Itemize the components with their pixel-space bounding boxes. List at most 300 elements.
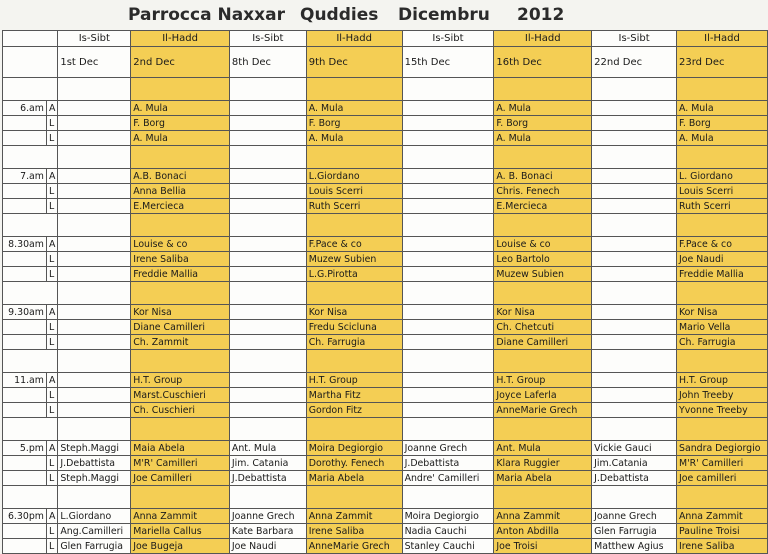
assignee-cell: Dorothy. Fenech [306,456,402,471]
spacer-cell [131,282,230,305]
duty-row [3,456,768,471]
assignee-cell [402,252,494,267]
duty-row [3,169,768,184]
date-cell: 2nd Dec [131,47,230,78]
assignee-cell: A. Mula [131,131,230,146]
duty-row [3,131,768,146]
assignee-cell: Martha Fitz [306,388,402,403]
assignee-cell [592,335,677,350]
assignee-cell: Kor Nisa [677,305,768,320]
time-label: 6.30pm [3,509,47,524]
spacer-cell [677,282,768,305]
assignee-cell: E.Mercieca [131,199,230,214]
assignee-cell [229,305,306,320]
title-year: 2012 [517,5,565,25]
duty-row [3,524,768,539]
assignee-cell: Kate Barbara [229,524,306,539]
date-cell: 22nd Dec [592,47,677,78]
day-name-cell: Il-Hadd [306,31,402,47]
assignee-cell: Glen Farrugia [592,524,677,539]
assignee-cell [58,199,131,214]
assignee-cell: Freddie Mallia [677,267,768,282]
time-label [3,199,47,214]
assignee-cell: Yvonne Treeby [677,403,768,418]
assignee-cell: L.Giordano [306,169,402,184]
assignee-cell: Ruth Scerri [677,199,768,214]
mass-schedule-table [2,30,768,554]
duty-row [3,388,768,403]
spacer-cell [131,350,230,373]
role-label: A [46,509,57,524]
assignee-cell [58,101,131,116]
assignee-cell: F. Borg [494,116,592,131]
spacer-cell [131,214,230,237]
role-label: L [46,131,57,146]
spacer-cell [402,418,494,441]
assignee-cell: Joe Naudi [229,539,306,554]
assignee-cell: Klara Ruggier [494,456,592,471]
duty-row [3,252,768,267]
assignee-cell: J.Debattista [402,456,494,471]
assignee-cell: Joe Naudi [677,252,768,267]
assignee-cell: Anna Zammit [677,509,768,524]
assignee-cell: Andre' Camilleri [402,471,494,486]
time-label: 7.am [3,169,47,184]
spacer-cell [58,146,131,169]
assignee-cell: F. Borg [306,116,402,131]
assignee-cell [592,116,677,131]
role-label: L [46,539,57,554]
assignee-cell: Gordon Fitz [306,403,402,418]
assignee-cell [229,237,306,252]
assignee-cell: Steph.Maggi [58,471,131,486]
duty-row [3,403,768,418]
assignee-cell: Louise & co [131,237,230,252]
assignee-cell [58,131,131,146]
spacer-cell [131,486,230,509]
duty-row [3,509,768,524]
assignee-cell: F.Pace & co [306,237,402,252]
assignee-cell: Matthew Agius [592,539,677,554]
assignee-cell [592,267,677,282]
day-name-cell: Is-Sibt [229,31,306,47]
assignee-cell: H.T. Group [131,373,230,388]
duty-row [3,471,768,486]
assignee-cell [592,305,677,320]
time-label: 5.pm [3,441,47,456]
spacer-cell [677,418,768,441]
role-label: A [46,373,57,388]
assignee-cell [402,388,494,403]
assignee-cell: A.B. Bonaci [131,169,230,184]
assignee-cell [229,101,306,116]
assignee-cell: F. Borg [677,116,768,131]
assignee-cell: Ch. Chetcuti [494,320,592,335]
assignee-cell: Pauline Troisi [677,524,768,539]
spacer-cell [592,486,677,509]
assignee-cell [229,184,306,199]
assignee-cell: L.Giordano [58,509,131,524]
assignee-cell [592,252,677,267]
assignee-cell: Joanne Grech [402,441,494,456]
assignee-cell [402,184,494,199]
assignee-cell: Ruth Scerri [306,199,402,214]
role-label: L [46,388,57,403]
day-name-cell: Il-Hadd [131,31,230,47]
duty-row [3,184,768,199]
role-label: L [46,320,57,335]
assignee-cell: Vickie Gauci [592,441,677,456]
spacer-cell [58,350,131,373]
assignee-cell: Anna Zammit [306,509,402,524]
assignee-cell [402,169,494,184]
assignee-cell: Ang.Camilleri [58,524,131,539]
time-label [3,267,47,282]
assignee-cell [402,320,494,335]
assignee-cell: Anna Zammit [131,509,230,524]
spacer-cell [402,78,494,101]
corner-cell [3,31,58,47]
spacer-cell [229,146,306,169]
assignee-cell: Louis Scerri [677,184,768,199]
assignee-cell: Joanne Grech [592,509,677,524]
assignee-cell: Glen Farrugia [58,539,131,554]
assignee-cell: Moira Degiorgio [306,441,402,456]
assignee-cell [58,169,131,184]
assignee-cell: Louis Scerri [306,184,402,199]
spacer-cell [229,418,306,441]
assignee-cell: Muzew Subien [306,252,402,267]
assignee-cell: Ant. Mula [229,441,306,456]
assignee-cell [229,320,306,335]
assignee-cell: Nadia Cauchi [402,524,494,539]
assignee-cell: Maria Abela [306,471,402,486]
role-label: L [46,471,57,486]
role-label: A [46,101,57,116]
assignee-cell [58,403,131,418]
spacer-cell [306,214,402,237]
assignee-cell: A. Mula [677,131,768,146]
assignee-cell: Anton Abdilla [494,524,592,539]
duty-row [3,116,768,131]
role-label: A [46,305,57,320]
spacer-cell [3,418,58,441]
assignee-cell [229,388,306,403]
assignee-cell [592,237,677,252]
assignee-cell [58,252,131,267]
assignee-cell: F. Borg [131,116,230,131]
spacer-cell [592,214,677,237]
spacer-cell [229,486,306,509]
assignee-cell: Joe Troisi [494,539,592,554]
title-masses: Quddies [300,5,379,25]
assignee-cell: Irene Saliba [306,524,402,539]
time-label [3,252,47,267]
assignee-cell [402,335,494,350]
role-label: A [46,441,57,456]
spacer-cell [677,146,768,169]
day-name-cell: Is-Sibt [402,31,494,47]
spacer-cell [131,418,230,441]
role-label: L [46,116,57,131]
assignee-cell: Joyce Laferla [494,388,592,403]
assignee-cell [592,131,677,146]
assignee-cell [229,116,306,131]
assignee-cell: Jim. Catania [229,456,306,471]
assignee-cell: Stanley Cauchi [402,539,494,554]
time-label: 8.30am [3,237,47,252]
assignee-cell [58,373,131,388]
assignee-cell [402,373,494,388]
date-cell: 15th Dec [402,47,494,78]
assignee-cell: Joe Camilleri [131,471,230,486]
assignee-cell: Ch. Zammit [131,335,230,350]
assignee-cell: J.Debattista [229,471,306,486]
spacer-cell [229,282,306,305]
assignee-cell: Joe camilleri [677,471,768,486]
assignee-cell: AnneMarie Grech [306,539,402,554]
spacer-cell [58,282,131,305]
assignee-cell [592,199,677,214]
spacer-cell [494,486,592,509]
time-label [3,116,47,131]
assignee-cell: Mariella Callus [131,524,230,539]
day-name-cell: Is-Sibt [58,31,131,47]
spacer-cell [306,282,402,305]
spacer-cell [58,418,131,441]
assignee-cell: Fredu Scicluna [306,320,402,335]
assignee-cell [58,320,131,335]
assignee-cell: John Treeby [677,388,768,403]
title-parish: Parrocca Naxxar [128,5,285,25]
assignee-cell: Chris. Fenech [494,184,592,199]
spacer-row [3,418,768,441]
date-header-row [3,47,768,78]
date-cell: 16th Dec [494,47,592,78]
assignee-cell [58,116,131,131]
time-label [3,320,47,335]
assignee-cell [229,131,306,146]
assignee-cell: M'R' Camilleri [131,456,230,471]
assignee-cell: H.T. Group [306,373,402,388]
spacer-cell [592,282,677,305]
assignee-cell: A. Mula [494,101,592,116]
corner-cell [3,47,58,78]
duty-row [3,237,768,252]
spacer-row [3,146,768,169]
assignee-cell [592,403,677,418]
spacer-cell [229,78,306,101]
day-name-cell: Is-Sibt [592,31,677,47]
assignee-cell: Marst.Cuschieri [131,388,230,403]
assignee-cell: A. Mula [306,101,402,116]
assignee-cell [592,373,677,388]
spacer-cell [306,418,402,441]
spacer-row [3,486,768,509]
assignee-cell [58,305,131,320]
time-label [3,524,47,539]
assignee-cell [229,169,306,184]
assignee-cell: L. Giordano [677,169,768,184]
assignee-cell [58,237,131,252]
spacer-row [3,350,768,373]
duty-row [3,373,768,388]
time-label: 6.am [3,101,47,116]
role-label: A [46,169,57,184]
spacer-cell [402,282,494,305]
spacer-cell [402,146,494,169]
spacer-cell [494,282,592,305]
assignee-cell [229,267,306,282]
duty-row [3,320,768,335]
assignee-cell [229,335,306,350]
assignee-cell: M'R' Camilleri [677,456,768,471]
spacer-cell [3,486,58,509]
assignee-cell: Ant. Mula [494,441,592,456]
spacer-cell [3,146,58,169]
role-label: L [46,335,57,350]
spacer-cell [306,350,402,373]
assignee-cell: Freddie Mallia [131,267,230,282]
time-label [3,184,47,199]
spacer-row [3,282,768,305]
time-label [3,539,47,554]
assignee-cell [402,403,494,418]
assignee-cell: J.Debattista [592,471,677,486]
spacer-cell [592,350,677,373]
time-label [3,388,47,403]
assignee-cell [592,184,677,199]
assignee-cell: J.Debattista [58,456,131,471]
spacer-cell [3,78,58,101]
assignee-cell: Diane Camilleri [494,335,592,350]
assignee-cell: H.T. Group [677,373,768,388]
assignee-cell: Anna Zammit [494,509,592,524]
assignee-cell: Irene Saliba [131,252,230,267]
assignee-cell: Sandra Degiorgio [677,441,768,456]
role-label: L [46,524,57,539]
assignee-cell [402,199,494,214]
spacer-cell [677,350,768,373]
spacer-row [3,214,768,237]
spacer-cell [677,78,768,101]
spacer-cell [131,78,230,101]
time-label [3,471,47,486]
assignee-cell [402,101,494,116]
assignee-cell: Kor Nisa [306,305,402,320]
spacer-cell [592,146,677,169]
role-label: L [46,199,57,214]
assignee-cell [229,403,306,418]
assignee-cell [58,267,131,282]
duty-row [3,441,768,456]
assignee-cell: Leo Bartolo [494,252,592,267]
assignee-cell: Joe Bugeja [131,539,230,554]
assignee-cell: Kor Nisa [131,305,230,320]
assignee-cell: Ch. Farrugia [306,335,402,350]
time-label [3,456,47,471]
spacer-cell [306,146,402,169]
assignee-cell: Ch. Farrugia [677,335,768,350]
role-label: L [46,456,57,471]
assignee-cell: Louise & co [494,237,592,252]
spacer-cell [677,486,768,509]
assignee-cell [402,131,494,146]
spacer-cell [3,214,58,237]
duty-row [3,335,768,350]
role-label: L [46,252,57,267]
assignee-cell [58,184,131,199]
assignee-cell [58,335,131,350]
assignee-cell: Mario Vella [677,320,768,335]
assignee-cell: Maria Abela [494,471,592,486]
time-label: 11.am [3,373,47,388]
assignee-cell: A. Mula [677,101,768,116]
duty-row [3,539,768,554]
spacer-cell [131,146,230,169]
spacer-cell [402,214,494,237]
assignee-cell: Jim.Catania [592,456,677,471]
role-label: A [46,237,57,252]
spacer-cell [494,214,592,237]
spacer-row [3,78,768,101]
assignee-cell: A. Mula [306,131,402,146]
assignee-cell [402,305,494,320]
assignee-cell: Maia Abela [131,441,230,456]
duty-row [3,267,768,282]
assignee-cell [402,116,494,131]
duty-row [3,199,768,214]
assignee-cell: Joanne Grech [229,509,306,524]
spacer-cell [592,418,677,441]
assignee-cell: A. Mula [494,131,592,146]
day-header-row [3,31,768,47]
assignee-cell: L.G.Pirotta [306,267,402,282]
title-month: Dicembru [398,5,490,25]
spacer-cell [58,78,131,101]
assignee-cell [592,101,677,116]
assignee-cell [229,373,306,388]
spacer-cell [3,282,58,305]
spacer-cell [58,486,131,509]
spacer-cell [494,418,592,441]
assignee-cell: Moira Degiorgio [402,509,494,524]
spacer-cell [494,146,592,169]
duty-row [3,305,768,320]
assignee-cell: Steph.Maggi [58,441,131,456]
assignee-cell: AnneMarie Grech [494,403,592,418]
time-label [3,403,47,418]
assignee-cell: Anna Bellia [131,184,230,199]
spacer-cell [494,350,592,373]
date-cell: 23rd Dec [677,47,768,78]
spacer-cell [592,78,677,101]
role-label: L [46,267,57,282]
assignee-cell [58,388,131,403]
spacer-cell [494,78,592,101]
assignee-cell: Kor Nisa [494,305,592,320]
spacer-cell [229,214,306,237]
spacer-cell [3,350,58,373]
spacer-cell [306,486,402,509]
time-label [3,335,47,350]
duty-row [3,101,768,116]
assignee-cell: H.T. Group [494,373,592,388]
assignee-cell: Muzew Subien [494,267,592,282]
date-cell: 1st Dec [58,47,131,78]
day-name-cell: Il-Hadd [494,31,592,47]
assignee-cell: A. B. Bonaci [494,169,592,184]
